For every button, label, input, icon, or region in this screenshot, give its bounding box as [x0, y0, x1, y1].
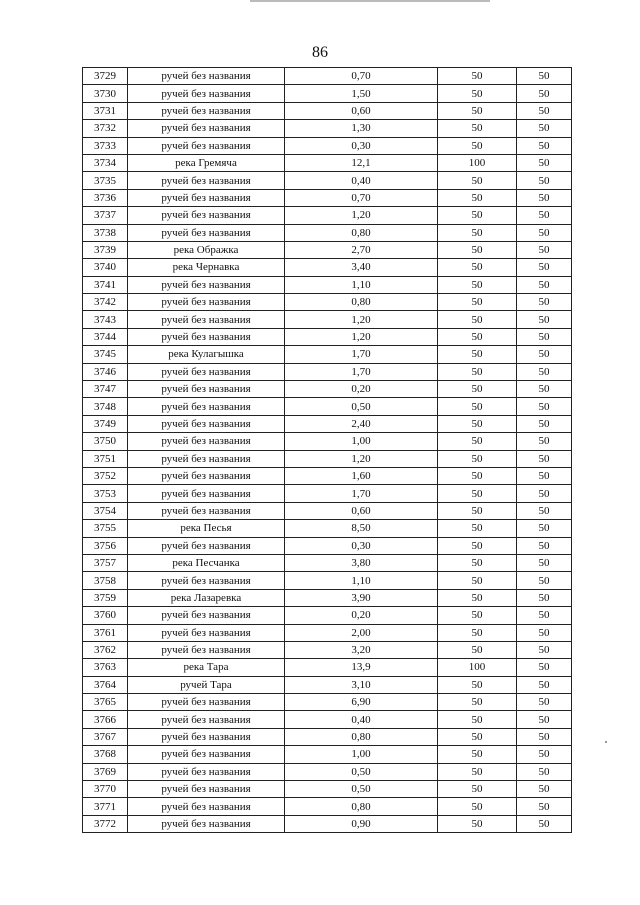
table-row — [83, 781, 572, 798]
cell-number: 3771 — [83, 798, 128, 815]
cell-number: 3760 — [83, 607, 128, 624]
table-row — [83, 328, 572, 345]
cell-zone: 100 — [438, 154, 517, 171]
cell-name: ручей без названия — [128, 763, 285, 780]
table-row — [83, 607, 572, 624]
cell-zone: 50 — [438, 259, 517, 276]
cell-number: 3755 — [83, 520, 128, 537]
cell-name: река Лазаревка — [128, 589, 285, 606]
cell-strip: 50 — [517, 189, 572, 206]
table-row — [83, 311, 572, 328]
table-body — [83, 68, 572, 833]
cell-strip: 50 — [517, 641, 572, 658]
cell-length: 1,30 — [285, 120, 438, 137]
cell-number: 3741 — [83, 276, 128, 293]
table-row — [83, 763, 572, 780]
cell-length: 0,60 — [285, 502, 438, 519]
cell-zone: 50 — [438, 450, 517, 467]
cell-number: 3754 — [83, 502, 128, 519]
cell-number: 3769 — [83, 763, 128, 780]
table-row — [83, 641, 572, 658]
cell-strip: 50 — [517, 676, 572, 693]
cell-number: 3747 — [83, 381, 128, 398]
table-row — [83, 172, 572, 189]
cell-strip: 50 — [517, 537, 572, 554]
cell-zone: 50 — [438, 798, 517, 815]
cell-name: ручей без названия — [128, 189, 285, 206]
cell-strip: 50 — [517, 572, 572, 589]
cell-zone: 50 — [438, 520, 517, 537]
cell-number: 3759 — [83, 589, 128, 606]
cell-length: 1,70 — [285, 363, 438, 380]
cell-number: 3739 — [83, 241, 128, 258]
cell-strip: 50 — [517, 363, 572, 380]
cell-length: 0,70 — [285, 68, 438, 85]
cell-length: 12,1 — [285, 154, 438, 171]
cell-zone: 50 — [438, 781, 517, 798]
cell-number: 3772 — [83, 815, 128, 832]
cell-strip: 50 — [517, 398, 572, 415]
cell-name: ручей без названия — [128, 711, 285, 728]
cell-name: ручей без названия — [128, 294, 285, 311]
cell-zone: 50 — [438, 624, 517, 641]
cell-number: 3763 — [83, 659, 128, 676]
cell-length: 3,10 — [285, 676, 438, 693]
cell-zone: 50 — [438, 85, 517, 102]
cell-number: 3733 — [83, 137, 128, 154]
cell-name: ручей без названия — [128, 207, 285, 224]
cell-number: 3743 — [83, 311, 128, 328]
table-row — [83, 259, 572, 276]
cell-length: 0,30 — [285, 137, 438, 154]
cell-zone: 50 — [438, 363, 517, 380]
cell-strip: 50 — [517, 381, 572, 398]
table-row — [83, 120, 572, 137]
cell-number: 3729 — [83, 68, 128, 85]
table-row — [83, 241, 572, 258]
table-row — [83, 589, 572, 606]
cell-number: 3749 — [83, 415, 128, 432]
cell-name: ручей без названия — [128, 381, 285, 398]
cell-zone: 100 — [438, 659, 517, 676]
cell-name: ручей без названия — [128, 415, 285, 432]
cell-name: ручей без названия — [128, 85, 285, 102]
cell-zone: 50 — [438, 102, 517, 119]
table-row — [83, 381, 572, 398]
cell-strip: 50 — [517, 624, 572, 641]
cell-name: ручей без названия — [128, 624, 285, 641]
cell-length: 0,80 — [285, 224, 438, 241]
cell-length: 1,00 — [285, 433, 438, 450]
table-row — [83, 137, 572, 154]
cell-zone: 50 — [438, 572, 517, 589]
cell-zone: 50 — [438, 746, 517, 763]
cell-length: 2,00 — [285, 624, 438, 641]
cell-name: ручей без названия — [128, 728, 285, 745]
cell-number: 3752 — [83, 467, 128, 484]
cell-zone: 50 — [438, 294, 517, 311]
cell-length: 0,50 — [285, 398, 438, 415]
cell-name: ручей без названия — [128, 467, 285, 484]
cell-number: 3767 — [83, 728, 128, 745]
cell-length: 2,40 — [285, 415, 438, 432]
cell-strip: 50 — [517, 346, 572, 363]
cell-zone: 50 — [438, 433, 517, 450]
cell-length: 0,80 — [285, 728, 438, 745]
cell-name: ручей без названия — [128, 502, 285, 519]
table-row — [83, 85, 572, 102]
cell-name: ручей без названия — [128, 433, 285, 450]
cell-length: 2,70 — [285, 241, 438, 258]
cell-name: ручей без названия — [128, 224, 285, 241]
cell-length: 0,40 — [285, 711, 438, 728]
table-row — [83, 276, 572, 293]
cell-name: ручей без названия — [128, 641, 285, 658]
cell-number: 3758 — [83, 572, 128, 589]
cell-strip: 50 — [517, 328, 572, 345]
table-row — [83, 415, 572, 432]
cell-strip: 50 — [517, 520, 572, 537]
cell-length: 1,20 — [285, 207, 438, 224]
cell-length: 1,20 — [285, 311, 438, 328]
cell-length: 3,40 — [285, 259, 438, 276]
cell-strip: 50 — [517, 763, 572, 780]
cell-length: 0,20 — [285, 607, 438, 624]
cell-strip: 50 — [517, 694, 572, 711]
cell-name: ручей без названия — [128, 363, 285, 380]
cell-strip: 50 — [517, 589, 572, 606]
cell-length: 1,10 — [285, 572, 438, 589]
cell-name: ручей без названия — [128, 694, 285, 711]
cell-number: 3737 — [83, 207, 128, 224]
cell-length: 0,50 — [285, 763, 438, 780]
cell-length: 0,80 — [285, 798, 438, 815]
cell-strip: 50 — [517, 276, 572, 293]
table-row — [83, 363, 572, 380]
cell-strip: 50 — [517, 241, 572, 258]
cell-zone: 50 — [438, 398, 517, 415]
table-row — [83, 398, 572, 415]
cell-strip: 50 — [517, 224, 572, 241]
cell-strip: 50 — [517, 554, 572, 571]
cell-zone: 50 — [438, 276, 517, 293]
cell-zone: 50 — [438, 467, 517, 484]
cell-number: 3770 — [83, 781, 128, 798]
cell-strip: 50 — [517, 781, 572, 798]
table-row — [83, 485, 572, 502]
cell-number: 3736 — [83, 189, 128, 206]
cell-strip: 50 — [517, 294, 572, 311]
table-row — [83, 207, 572, 224]
cell-strip: 50 — [517, 172, 572, 189]
cell-strip: 50 — [517, 467, 572, 484]
table-row — [83, 433, 572, 450]
cell-length: 1,70 — [285, 346, 438, 363]
cell-number: 3757 — [83, 554, 128, 571]
cell-number: 3761 — [83, 624, 128, 641]
table-row — [83, 537, 572, 554]
cell-zone: 50 — [438, 224, 517, 241]
cell-number: 3750 — [83, 433, 128, 450]
cell-zone: 50 — [438, 172, 517, 189]
table-row — [83, 624, 572, 641]
cell-zone: 50 — [438, 137, 517, 154]
water-bodies-table — [82, 67, 572, 833]
cell-name: ручей без названия — [128, 537, 285, 554]
cell-strip: 50 — [517, 120, 572, 137]
cell-strip: 50 — [517, 711, 572, 728]
cell-zone: 50 — [438, 589, 517, 606]
cell-zone: 50 — [438, 711, 517, 728]
cell-strip: 50 — [517, 746, 572, 763]
cell-length: 3,90 — [285, 589, 438, 606]
cell-strip: 50 — [517, 607, 572, 624]
cell-zone: 50 — [438, 207, 517, 224]
cell-name: река Песчанка — [128, 554, 285, 571]
cell-name: ручей без названия — [128, 746, 285, 763]
cell-number: 3764 — [83, 676, 128, 693]
cell-length: 3,80 — [285, 554, 438, 571]
cell-strip: 50 — [517, 450, 572, 467]
cell-strip: 50 — [517, 102, 572, 119]
cell-length: 0,80 — [285, 294, 438, 311]
cell-zone: 50 — [438, 502, 517, 519]
cell-zone: 50 — [438, 381, 517, 398]
cell-length: 1,50 — [285, 85, 438, 102]
cell-zone: 50 — [438, 120, 517, 137]
table-row — [83, 224, 572, 241]
cell-length: 0,40 — [285, 172, 438, 189]
cell-name: ручей без названия — [128, 102, 285, 119]
cell-name: ручей без названия — [128, 572, 285, 589]
cell-name: ручей без названия — [128, 815, 285, 832]
cell-name: ручей без названия — [128, 276, 285, 293]
cell-name: ручей без названия — [128, 450, 285, 467]
cell-length: 0,20 — [285, 381, 438, 398]
cell-name: река Тара — [128, 659, 285, 676]
cell-length: 0,90 — [285, 815, 438, 832]
cell-zone: 50 — [438, 189, 517, 206]
cell-number: 3732 — [83, 120, 128, 137]
cell-length: 3,20 — [285, 641, 438, 658]
cell-zone: 50 — [438, 537, 517, 554]
cell-length: 1,20 — [285, 328, 438, 345]
cell-name: река Чернавка — [128, 259, 285, 276]
cell-name: ручей без названия — [128, 172, 285, 189]
table-row — [83, 450, 572, 467]
cell-name: ручей без названия — [128, 781, 285, 798]
cell-zone: 50 — [438, 311, 517, 328]
cell-name: ручей без названия — [128, 120, 285, 137]
cell-number: 3735 — [83, 172, 128, 189]
cell-number: 3742 — [83, 294, 128, 311]
cell-length: 0,30 — [285, 537, 438, 554]
cell-number: 3731 — [83, 102, 128, 119]
cell-zone: 50 — [438, 815, 517, 832]
table-row — [83, 815, 572, 832]
cell-zone: 50 — [438, 554, 517, 571]
cell-strip: 50 — [517, 485, 572, 502]
cell-strip: 50 — [517, 259, 572, 276]
cell-name: ручей без названия — [128, 328, 285, 345]
cell-name: ручей без названия — [128, 607, 285, 624]
cell-number: 3748 — [83, 398, 128, 415]
cell-length: 0,70 — [285, 189, 438, 206]
cell-zone: 50 — [438, 415, 517, 432]
cell-name: река Гремяча — [128, 154, 285, 171]
cell-zone: 50 — [438, 607, 517, 624]
cell-length: 0,50 — [285, 781, 438, 798]
cell-zone: 50 — [438, 485, 517, 502]
cell-strip: 50 — [517, 311, 572, 328]
cell-strip: 50 — [517, 815, 572, 832]
cell-strip: 50 — [517, 85, 572, 102]
table-row — [83, 520, 572, 537]
cell-number: 3734 — [83, 154, 128, 171]
table-row — [83, 467, 572, 484]
cell-number: 3730 — [83, 85, 128, 102]
cell-zone: 50 — [438, 346, 517, 363]
cell-number: 3756 — [83, 537, 128, 554]
cell-zone: 50 — [438, 641, 517, 658]
table-row — [83, 294, 572, 311]
cell-number: 3738 — [83, 224, 128, 241]
cell-strip: 50 — [517, 137, 572, 154]
table-row — [83, 346, 572, 363]
table-row — [83, 154, 572, 171]
cell-length: 1,60 — [285, 467, 438, 484]
cell-number: 3768 — [83, 746, 128, 763]
cell-length: 1,00 — [285, 746, 438, 763]
cell-name: ручей без названия — [128, 798, 285, 815]
table-row — [83, 502, 572, 519]
cell-name: ручей Тара — [128, 676, 285, 693]
cell-number: 3740 — [83, 259, 128, 276]
table-row — [83, 728, 572, 745]
cell-length: 1,10 — [285, 276, 438, 293]
cell-strip: 50 — [517, 154, 572, 171]
cell-length: 8,50 — [285, 520, 438, 537]
cell-name: река Ображка — [128, 241, 285, 258]
cell-strip: 50 — [517, 207, 572, 224]
cell-name: ручей без названия — [128, 485, 285, 502]
table-row — [83, 746, 572, 763]
cell-length: 6,90 — [285, 694, 438, 711]
cell-number: 3753 — [83, 485, 128, 502]
table-row — [83, 711, 572, 728]
cell-zone: 50 — [438, 763, 517, 780]
table-row — [83, 554, 572, 571]
cell-name: река Кулагышка — [128, 346, 285, 363]
cell-number: 3765 — [83, 694, 128, 711]
cell-strip: 50 — [517, 798, 572, 815]
page-number: 86 — [312, 44, 328, 61]
cell-name: ручей без названия — [128, 311, 285, 328]
cell-length: 0,60 — [285, 102, 438, 119]
table-row — [83, 694, 572, 711]
table-row — [83, 68, 572, 85]
table-row — [83, 572, 572, 589]
cell-name: ручей без названия — [128, 68, 285, 85]
cell-strip: 50 — [517, 502, 572, 519]
cell-number: 3744 — [83, 328, 128, 345]
cell-strip: 50 — [517, 433, 572, 450]
table-row — [83, 798, 572, 815]
cell-zone: 50 — [438, 728, 517, 745]
cell-zone: 50 — [438, 68, 517, 85]
scan-edge-smudge — [250, 0, 490, 2]
cell-zone: 50 — [438, 694, 517, 711]
cell-strip: 50 — [517, 659, 572, 676]
table-row — [83, 676, 572, 693]
cell-strip: 50 — [517, 68, 572, 85]
cell-strip: 50 — [517, 415, 572, 432]
cell-number: 3766 — [83, 711, 128, 728]
cell-number: 3745 — [83, 346, 128, 363]
cell-length: 1,20 — [285, 450, 438, 467]
cell-zone: 50 — [438, 241, 517, 258]
table-row — [83, 189, 572, 206]
cell-zone: 50 — [438, 328, 517, 345]
cell-number: 3751 — [83, 450, 128, 467]
cell-length: 13,9 — [285, 659, 438, 676]
table-row — [83, 659, 572, 676]
cell-name: река Песья — [128, 520, 285, 537]
cell-length: 1,70 — [285, 485, 438, 502]
cell-zone: 50 — [438, 676, 517, 693]
scan-speck — [605, 741, 607, 743]
cell-name: ручей без названия — [128, 137, 285, 154]
cell-number: 3746 — [83, 363, 128, 380]
cell-name: ручей без названия — [128, 398, 285, 415]
cell-strip: 50 — [517, 728, 572, 745]
cell-number: 3762 — [83, 641, 128, 658]
table-row — [83, 102, 572, 119]
